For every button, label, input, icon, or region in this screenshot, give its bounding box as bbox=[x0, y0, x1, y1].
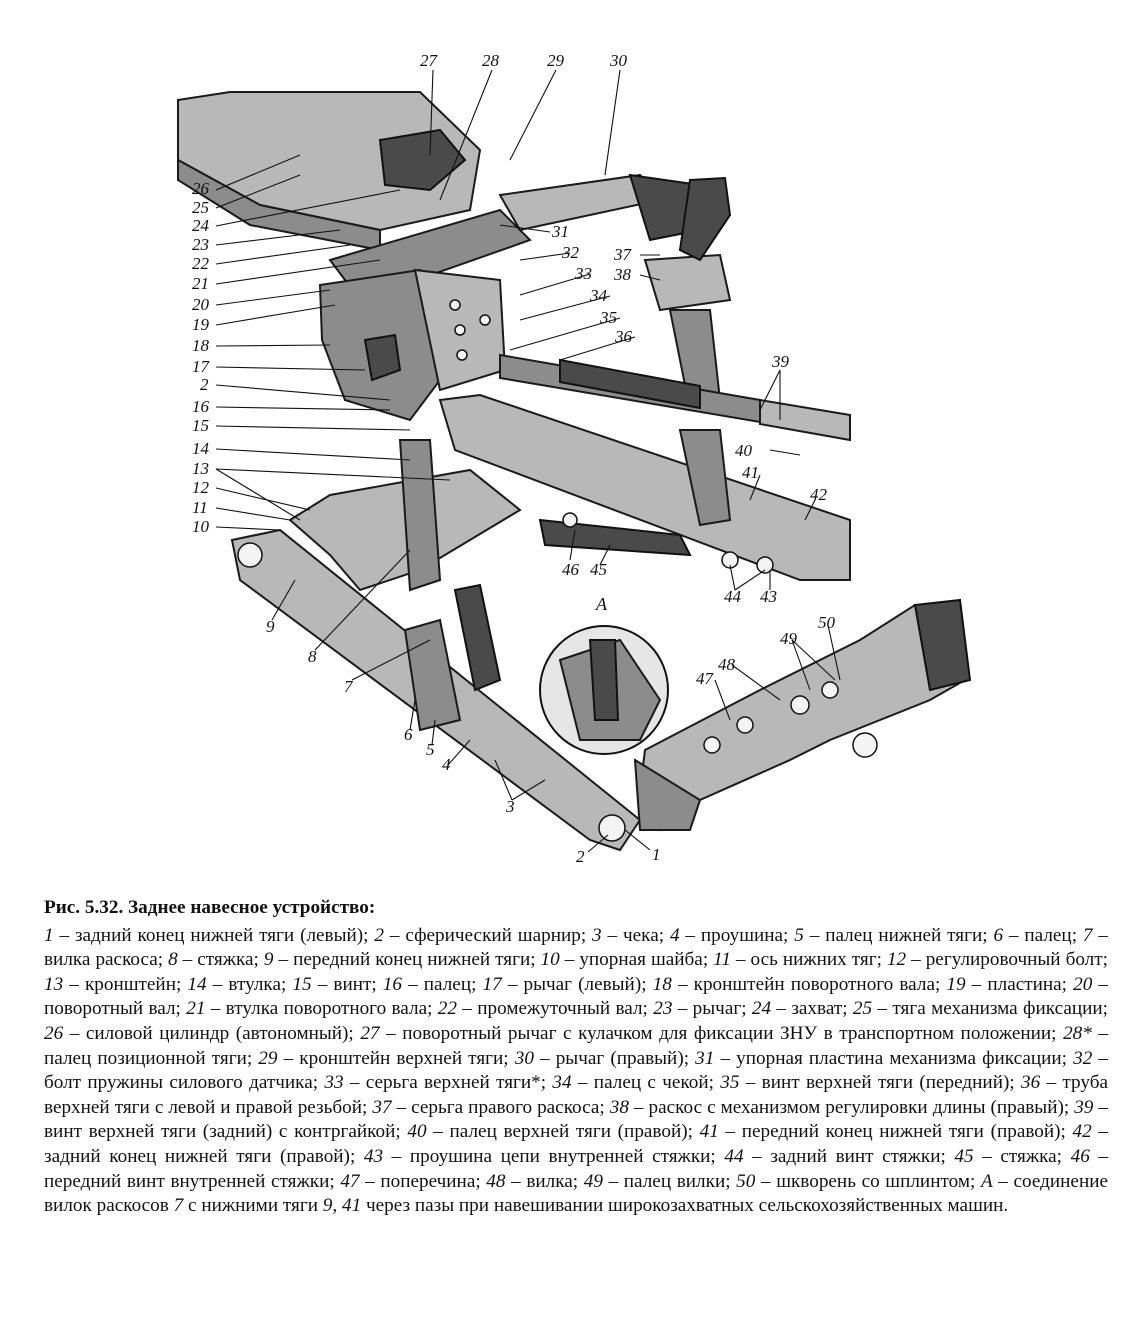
part-label: 27 bbox=[420, 51, 437, 70]
legend-number: 43 bbox=[363, 1145, 384, 1167]
legend-number: 9 bbox=[263, 949, 274, 971]
legend-number: 22 bbox=[437, 998, 457, 1020]
legend-text: – проушина; bbox=[679, 924, 795, 946]
legend-number: 26 bbox=[44, 1022, 64, 1044]
legend-number: 30 bbox=[514, 1047, 534, 1069]
legend-text: – палец с чекой; bbox=[571, 1072, 721, 1094]
part-label: 37 bbox=[614, 245, 631, 264]
legend-number: 16 bbox=[382, 973, 402, 995]
part-label: 40 bbox=[735, 441, 752, 460]
legend-text: – рычаг (левый); bbox=[501, 973, 653, 995]
part-label: 3 bbox=[506, 797, 515, 816]
legend-text: – тяга механизма фиксации; bbox=[872, 998, 1108, 1020]
part-label: 10 bbox=[192, 517, 209, 536]
legend-text: – палец верхней тяги (правой); bbox=[426, 1121, 700, 1143]
part-label: 21 bbox=[192, 274, 209, 293]
legend-number: 37 bbox=[372, 1096, 392, 1118]
legend-text: – палец; bbox=[1003, 924, 1083, 946]
legend-text: – палец вилки; bbox=[602, 1170, 737, 1192]
legend-text: – труба верхней тяги с левой и правой резьбой; bbox=[44, 1072, 1108, 1118]
part-label: 38 bbox=[614, 265, 631, 284]
part-label: 1 bbox=[652, 845, 661, 864]
part-label: 32 bbox=[562, 243, 579, 262]
legend-number: 13 bbox=[44, 973, 64, 995]
part-label: 22 bbox=[192, 254, 209, 273]
legend-text: – промежуточный вал; bbox=[456, 998, 654, 1020]
legend-text: – серьга правого раскоса; bbox=[391, 1096, 610, 1118]
legend-text: – палец позиционной тяги; bbox=[44, 1022, 1109, 1069]
legend-number: 6 bbox=[993, 924, 1004, 946]
part-label: 2 bbox=[200, 375, 209, 394]
crossbar bbox=[635, 600, 970, 830]
part-label: 12 bbox=[192, 478, 209, 497]
caption-title: Рис. 5.32. Заднее навесное устройство: bbox=[44, 897, 376, 918]
part-label: 8 bbox=[308, 647, 317, 666]
legend-text: – винт верхней тяги (передний); bbox=[739, 1072, 1021, 1094]
legend-number: 24 bbox=[751, 998, 772, 1020]
legend-number: 38 bbox=[609, 1096, 629, 1118]
legend-text: – кронштейн поворотного вала; bbox=[671, 973, 947, 995]
part-label: 4 bbox=[442, 755, 451, 774]
legend-number: 45 bbox=[954, 1145, 974, 1167]
legend-number: 3 bbox=[592, 924, 602, 946]
legend-text: – болт пружины силового датчика; bbox=[44, 1047, 1109, 1094]
legend-number: 7 bbox=[1082, 924, 1093, 946]
part-label: 13 bbox=[192, 459, 209, 478]
legend-number: 46 bbox=[1070, 1145, 1090, 1167]
part-label: 46 bbox=[562, 560, 579, 579]
legend-text: – захват; bbox=[771, 998, 853, 1020]
part-label: 24 bbox=[192, 216, 209, 235]
part-label: 48 bbox=[718, 655, 735, 674]
legend-text: – чека; bbox=[601, 924, 670, 946]
part-label: 28 bbox=[482, 51, 499, 70]
part-label: 29 bbox=[547, 51, 564, 70]
legend-text: – упорная пластина механизма фиксации; bbox=[714, 1047, 1074, 1069]
legend-number: 1 bbox=[44, 924, 54, 946]
legend-number: 27 bbox=[360, 1022, 380, 1044]
legend-text: – задний конец нижней тяги (левый); bbox=[53, 924, 375, 946]
legend-number: 8 bbox=[168, 949, 178, 971]
legend-text: – регулировочный болт; bbox=[906, 949, 1108, 971]
part-label: 49 bbox=[780, 629, 797, 648]
legend-text: – поворотный рычаг с кулачком для фиксации ЗНУ в транспортном положении; bbox=[379, 1022, 1064, 1044]
legend-number: 11 bbox=[713, 949, 731, 971]
legend-text: – поперечина; bbox=[359, 1170, 487, 1192]
power-cylinder-housing bbox=[178, 92, 480, 250]
legend-text: через пазы при навешивании широкозахватных сельскохозяйственных машин. bbox=[361, 1195, 1009, 1217]
part-label: 11 bbox=[192, 498, 208, 517]
legend-text: – винт; bbox=[311, 973, 383, 995]
legend-text: – втулка поворотного вала; bbox=[205, 998, 438, 1020]
part-label: 30 bbox=[610, 51, 627, 70]
legend-text: – винт верхней тяги (задний) с контргайкой; bbox=[44, 1096, 1108, 1143]
legend-text: – рычаг; bbox=[672, 998, 752, 1020]
legend-text: – вилка; bbox=[505, 1170, 584, 1192]
part-label: 43 bbox=[760, 587, 777, 606]
part-label: 20 bbox=[192, 295, 209, 314]
legend-text: – задний конец нижней тяги (правой); bbox=[44, 1121, 1109, 1167]
legend-number: 20 bbox=[1073, 973, 1093, 995]
legend-number: 15 bbox=[292, 973, 312, 995]
legend-text: – ось нижних тяг; bbox=[730, 949, 887, 971]
legend-text: – пластина; bbox=[965, 973, 1074, 995]
legend-number: 14 bbox=[187, 973, 207, 995]
legend-text: – палец нижней тяги; bbox=[803, 924, 994, 946]
legend-text: – серьга верхней тяги*; bbox=[343, 1072, 553, 1094]
legend-number: 36 bbox=[1021, 1072, 1041, 1094]
part-label: 17 bbox=[192, 357, 209, 376]
part-label: 47 bbox=[696, 669, 713, 688]
part-label: 26 bbox=[192, 179, 209, 198]
part-label: 15 bbox=[192, 416, 209, 435]
part-label: 34 bbox=[590, 286, 607, 305]
part-label: 36 bbox=[615, 327, 632, 346]
legend-number: 34 bbox=[552, 1072, 572, 1094]
legend-number: 4 bbox=[669, 924, 680, 946]
legend-number: 33 bbox=[324, 1072, 344, 1094]
legend-text: – стяжка; bbox=[177, 949, 264, 971]
legend-number: 31 bbox=[695, 1047, 715, 1069]
legend-text: – упорная шайба; bbox=[559, 949, 714, 971]
legend-number: 44 bbox=[724, 1145, 744, 1167]
part-label: 42 bbox=[810, 485, 827, 504]
part-label: 16 bbox=[192, 397, 209, 416]
figure-caption bbox=[44, 896, 1108, 1219]
legend-number: 19 bbox=[946, 973, 966, 995]
legend-number: 29 bbox=[258, 1047, 278, 1069]
legend-number: 35 bbox=[720, 1072, 740, 1094]
legend-number: 17 bbox=[482, 973, 502, 995]
part-label: 44 bbox=[724, 587, 741, 606]
part-label: 39 bbox=[772, 352, 789, 371]
legend-number: 23 bbox=[653, 998, 673, 1020]
part-label: 5 bbox=[426, 740, 435, 759]
legend-text: – рычаг (правый); bbox=[533, 1047, 696, 1069]
legend-text: – стяжка; bbox=[973, 1145, 1071, 1167]
legend-text: с нижними тяги bbox=[183, 1195, 323, 1217]
part-label: 31 bbox=[552, 222, 569, 241]
legend-text: – кронштейн верхней тяги; bbox=[277, 1047, 515, 1069]
legend-text: – кронштейн; bbox=[63, 973, 188, 995]
part-label: 45 bbox=[590, 560, 607, 579]
part-label: 14 bbox=[192, 439, 209, 458]
part-label: 9 bbox=[266, 617, 275, 636]
legend-number: А bbox=[980, 1170, 993, 1192]
legend-text: – поворотный вал; bbox=[44, 973, 1109, 1020]
part-label: 23 bbox=[192, 235, 209, 254]
legend-text: – передний конец нижней тяги; bbox=[273, 949, 541, 971]
inset-label: A bbox=[596, 594, 607, 614]
legend-number: 10 bbox=[540, 949, 560, 971]
legend-text: – палец; bbox=[401, 973, 483, 995]
legend-number: 49 bbox=[583, 1170, 603, 1192]
part-label: 19 bbox=[192, 315, 209, 334]
legend-number: 42 bbox=[1072, 1121, 1092, 1143]
legend-number: 2 bbox=[374, 924, 384, 946]
legend-number: 41 bbox=[699, 1121, 719, 1143]
part-label: 7 bbox=[344, 677, 353, 696]
legend-number: 12 bbox=[886, 949, 907, 971]
part-label: 35 bbox=[600, 308, 617, 327]
legend-text: – вилка раскоса; bbox=[44, 924, 1108, 971]
legend-number: 9, 41 bbox=[322, 1195, 362, 1217]
legend-text: – раскос с механизмом регулировки длины (правый); bbox=[628, 1096, 1075, 1118]
part-label: 50 bbox=[818, 613, 835, 632]
part-label: 6 bbox=[404, 725, 413, 744]
caption-body bbox=[44, 925, 1108, 1217]
legend-number: 21 bbox=[186, 998, 206, 1020]
legend-text: – задний винт стяжки; bbox=[743, 1145, 955, 1167]
legend-number: 48 bbox=[486, 1170, 506, 1192]
legend-text: – передний конец нижней тяги (правой); bbox=[718, 1121, 1073, 1143]
legend-number: 5 bbox=[794, 924, 804, 946]
legend-number: 50 bbox=[736, 1170, 756, 1192]
legend-number: 32 bbox=[1073, 1047, 1093, 1069]
part-label: 25 bbox=[192, 198, 209, 217]
legend-number: 40 bbox=[407, 1121, 427, 1143]
legend-number: 7 bbox=[173, 1195, 184, 1217]
part-label: 2 bbox=[576, 847, 585, 866]
legend-number: 25 bbox=[852, 998, 873, 1020]
legend-text: – силовой цилиндр (автономный); bbox=[63, 1022, 361, 1044]
part-label: 41 bbox=[742, 463, 759, 482]
inset-a bbox=[540, 626, 668, 754]
legend-text: – сферический шарнир; bbox=[383, 924, 593, 946]
part-label: 33 bbox=[575, 264, 592, 283]
legend-text: – проушина цепи внутренней стяжки; bbox=[383, 1145, 725, 1167]
legend-text: – шкворень со шплинтом; bbox=[755, 1170, 981, 1192]
legend-number: 47 bbox=[340, 1170, 360, 1192]
part-label: 18 bbox=[192, 336, 209, 355]
legend-number: 18 bbox=[652, 973, 672, 995]
legend-text: – втулка; bbox=[206, 973, 293, 995]
legend-text: – передний винт внутренней стяжки; bbox=[44, 1145, 1108, 1192]
legend-number: 39 bbox=[1074, 1096, 1094, 1118]
legend-text: – соединение вилок раскосов bbox=[44, 1170, 1108, 1217]
legend-number: 28* bbox=[1063, 1022, 1092, 1044]
